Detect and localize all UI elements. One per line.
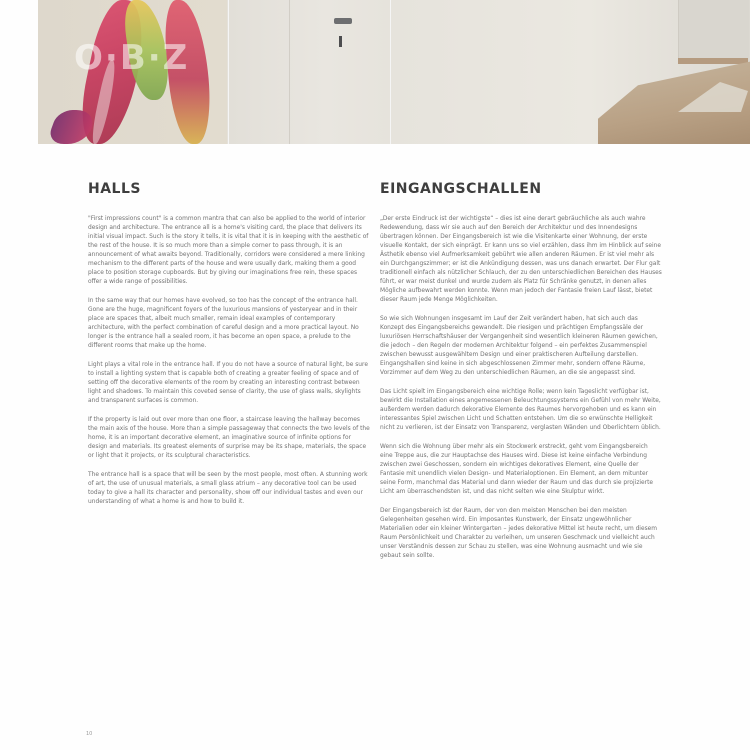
paragraph: Light plays a vital role in the entrance hall. If you do not have a source of natural light, be sure to install a lighting system that is capable both of creating a greater feeling of space and of setting off the decorative elements of the room by creating an interesting contrast between light and shadows. To maintain this coveted sense of clarity, the use of glass walls, skylights and transparent surfaces is common. (88, 362, 368, 404)
paragraph: „Der erste Eindruck ist der wichtigste“ – dies ist eine derart gebräuchliche als auch wahre Redewendung, dass wir sie auch auf den Bereich der Architektur und des Innendesigns übertragen können. Der Eingangsbereich ist wie die Visitenkarte einer Wohnung, der erste visuelle Kontakt, der sich einprägt. Er kann uns so viel erzählen, dass ihm im Hinblick auf seine Ästhetik ebenso viel Aufmerksamkeit gebührt wie allen anderen Räumen. Er ist viel mehr als ein Durchgangszimmer; er ist die Ankündigung dessen, was uns danach erwartet. Der Flur galt traditionell einfach als nützlicher Schlauch, der zu den unterschiedlichen Bereichen des Hauses führt, er war meist dunkel und wurde zudem als Platz für Schränke genutzt, in denen alles Mögliche aufbewahrt werden konnte. Wenn man jedoch der Fantasie freien Lauf lässt, bietet dieser Raum jede Menge Möglichkeiten. (380, 216, 662, 303)
paragraph: Das Licht spielt im Eingangsbereich eine wichtige Rolle; wenn kein Tageslicht verfügbar ist, bewirkt die Installation eines angemessenen Beleuchtungssystems ein Gefühl von mehr Weite, außerdem werden dadurch dekorative Elemente des Raumes hervorgehoben und es kann ein interessantes Spiel zwischen Licht und Schatten entstehen. Um die so erwünschte Helligkeit nicht zu verlieren, ist der Einsatz von Transparenz, verglasten Wänden und Oberlichtern üblich. (380, 389, 661, 431)
page-number: 10 (86, 731, 93, 737)
door-keyhole (339, 36, 342, 47)
paragraph: Der Eingangsbereich ist der Raum, der von den meisten Menschen bei den meisten Gelegenheiten gesehen wird. Ein imposantes Kunstwerk, der Einsatz ungewöhnlicher Materialien oder ein kleiner Wintergarten – jedes dekorative Mittel ist heute recht, um diesem Raum Persönlichkeit und Charakter zu verleihen, um unseren Geschmack und vielleicht auch unser Verständnis dessen zur Schau zu stellen, was eine Wohnung ausmacht und wie sie gebaut sein sollte. (380, 508, 657, 559)
section-heading-halls: HALLS (88, 181, 141, 197)
baseboard (678, 58, 748, 64)
door-handle (334, 18, 352, 24)
paragraph: If the property is laid out over more than one floor, a staircase leaving the hallway becomes the main axis of the house. More than a simple passageway that connects the two levels of the home, it is an important decorative element, an imaginative source of infinite options for design and materials. Its greatest elements of surprise may be its shape, materials, the space or light that it projects, or its sculptural characteristics. (88, 417, 370, 459)
door-edge (289, 0, 290, 144)
english-column (88, 181, 370, 517)
paragraph: "First impressions count" is a common mantra that can also be applied to the world of interior design and architecture. The entrance all is a home's visiting card, the place that delivers its initial visual impact. Such is the story it tells, it is vital that it is in keeping with the aesthetic of the rest of the house. It is so much more than a simple corner to pass through, it is an announcement of what awaits beyond. Traditionally, corridors were considered a mere linking mechanism to the different parts of the house and were usually dark, making them a good place to position storage cupboards. But by giving our imaginations free rein, these spaces offer a wide range of possibilities. (88, 216, 369, 285)
far-door (678, 0, 749, 62)
watermark-logo: O·B·Z (74, 38, 190, 78)
paragraph: So wie sich Wohnungen insgesamt im Lauf der Zeit verändert haben, hat sich auch das Konzept des Eingangsbereichs gewandelt. Die riesigen und prächtigen Empfangssäle der luxuriösen Herrschaftshäuser der Vergangenheit sind wesentlich kleineren Räumen gewichen, die jedoch – den Regeln der modernen Architektur folgend – ein perfektes Zusammenspiel zwischen bewusst ausgewähltem Design und einer praktischeren Aufteilung darstellen. Eingangshallen sind keine in sich abgeschlossenen Zimmer mehr, sondern offene Räume, Vorzimmer auf dem Weg zu den unterschiedlichen Räumen, an die sie angepasst sind. (380, 316, 658, 376)
paragraph: Wenn sich die Wohnung über mehr als ein Stockwerk erstreckt, geht vom Eingangsbereich eine Treppe aus, die zur Hauptachse des Hauses wird. Diese ist keine einfache Verbindung zwischen zwei Geschossen, sondern ein wichtiges dekoratives Element, eine Quelle der Fantasie mit unendlich vielen Design- und Materialoptionen. Ein Element, an dem mitunter seine Form, manchmal das Material und dann wieder der Raum und das durch sie projizierte Licht am überraschendsten ist, und das nicht selten wie eine Skulptur wirkt. (380, 444, 654, 495)
paragraph: In the same way that our homes have evolved, so too has the concept of the entrance hall. Gone are the huge, magnificent foyers of the luxurious mansions of yesteryear and in their place are spaces that, albeit much smaller, remain ideal examples of contemporary architecture, with the perfect combination of careful design and a more practical layout. No longer is the entrance hall a sealed room, it has become an open space, a prelude to the different rooms that make up the home. (88, 298, 359, 349)
door-panel (228, 0, 390, 144)
section-heading-eingangschallen: EINGANGSCHALLEN (380, 181, 542, 197)
german-column (380, 181, 662, 571)
paragraph: The entrance hall is a space that will be seen by the most people, most often. A stunning work of art, the use of unusual materials, a small glass atrium – any decorative tool can be used today to give a hall its character and personality, show off our individual tastes and even our understanding of what a home is and how to build it. (88, 472, 368, 505)
header-photo (38, 0, 750, 144)
